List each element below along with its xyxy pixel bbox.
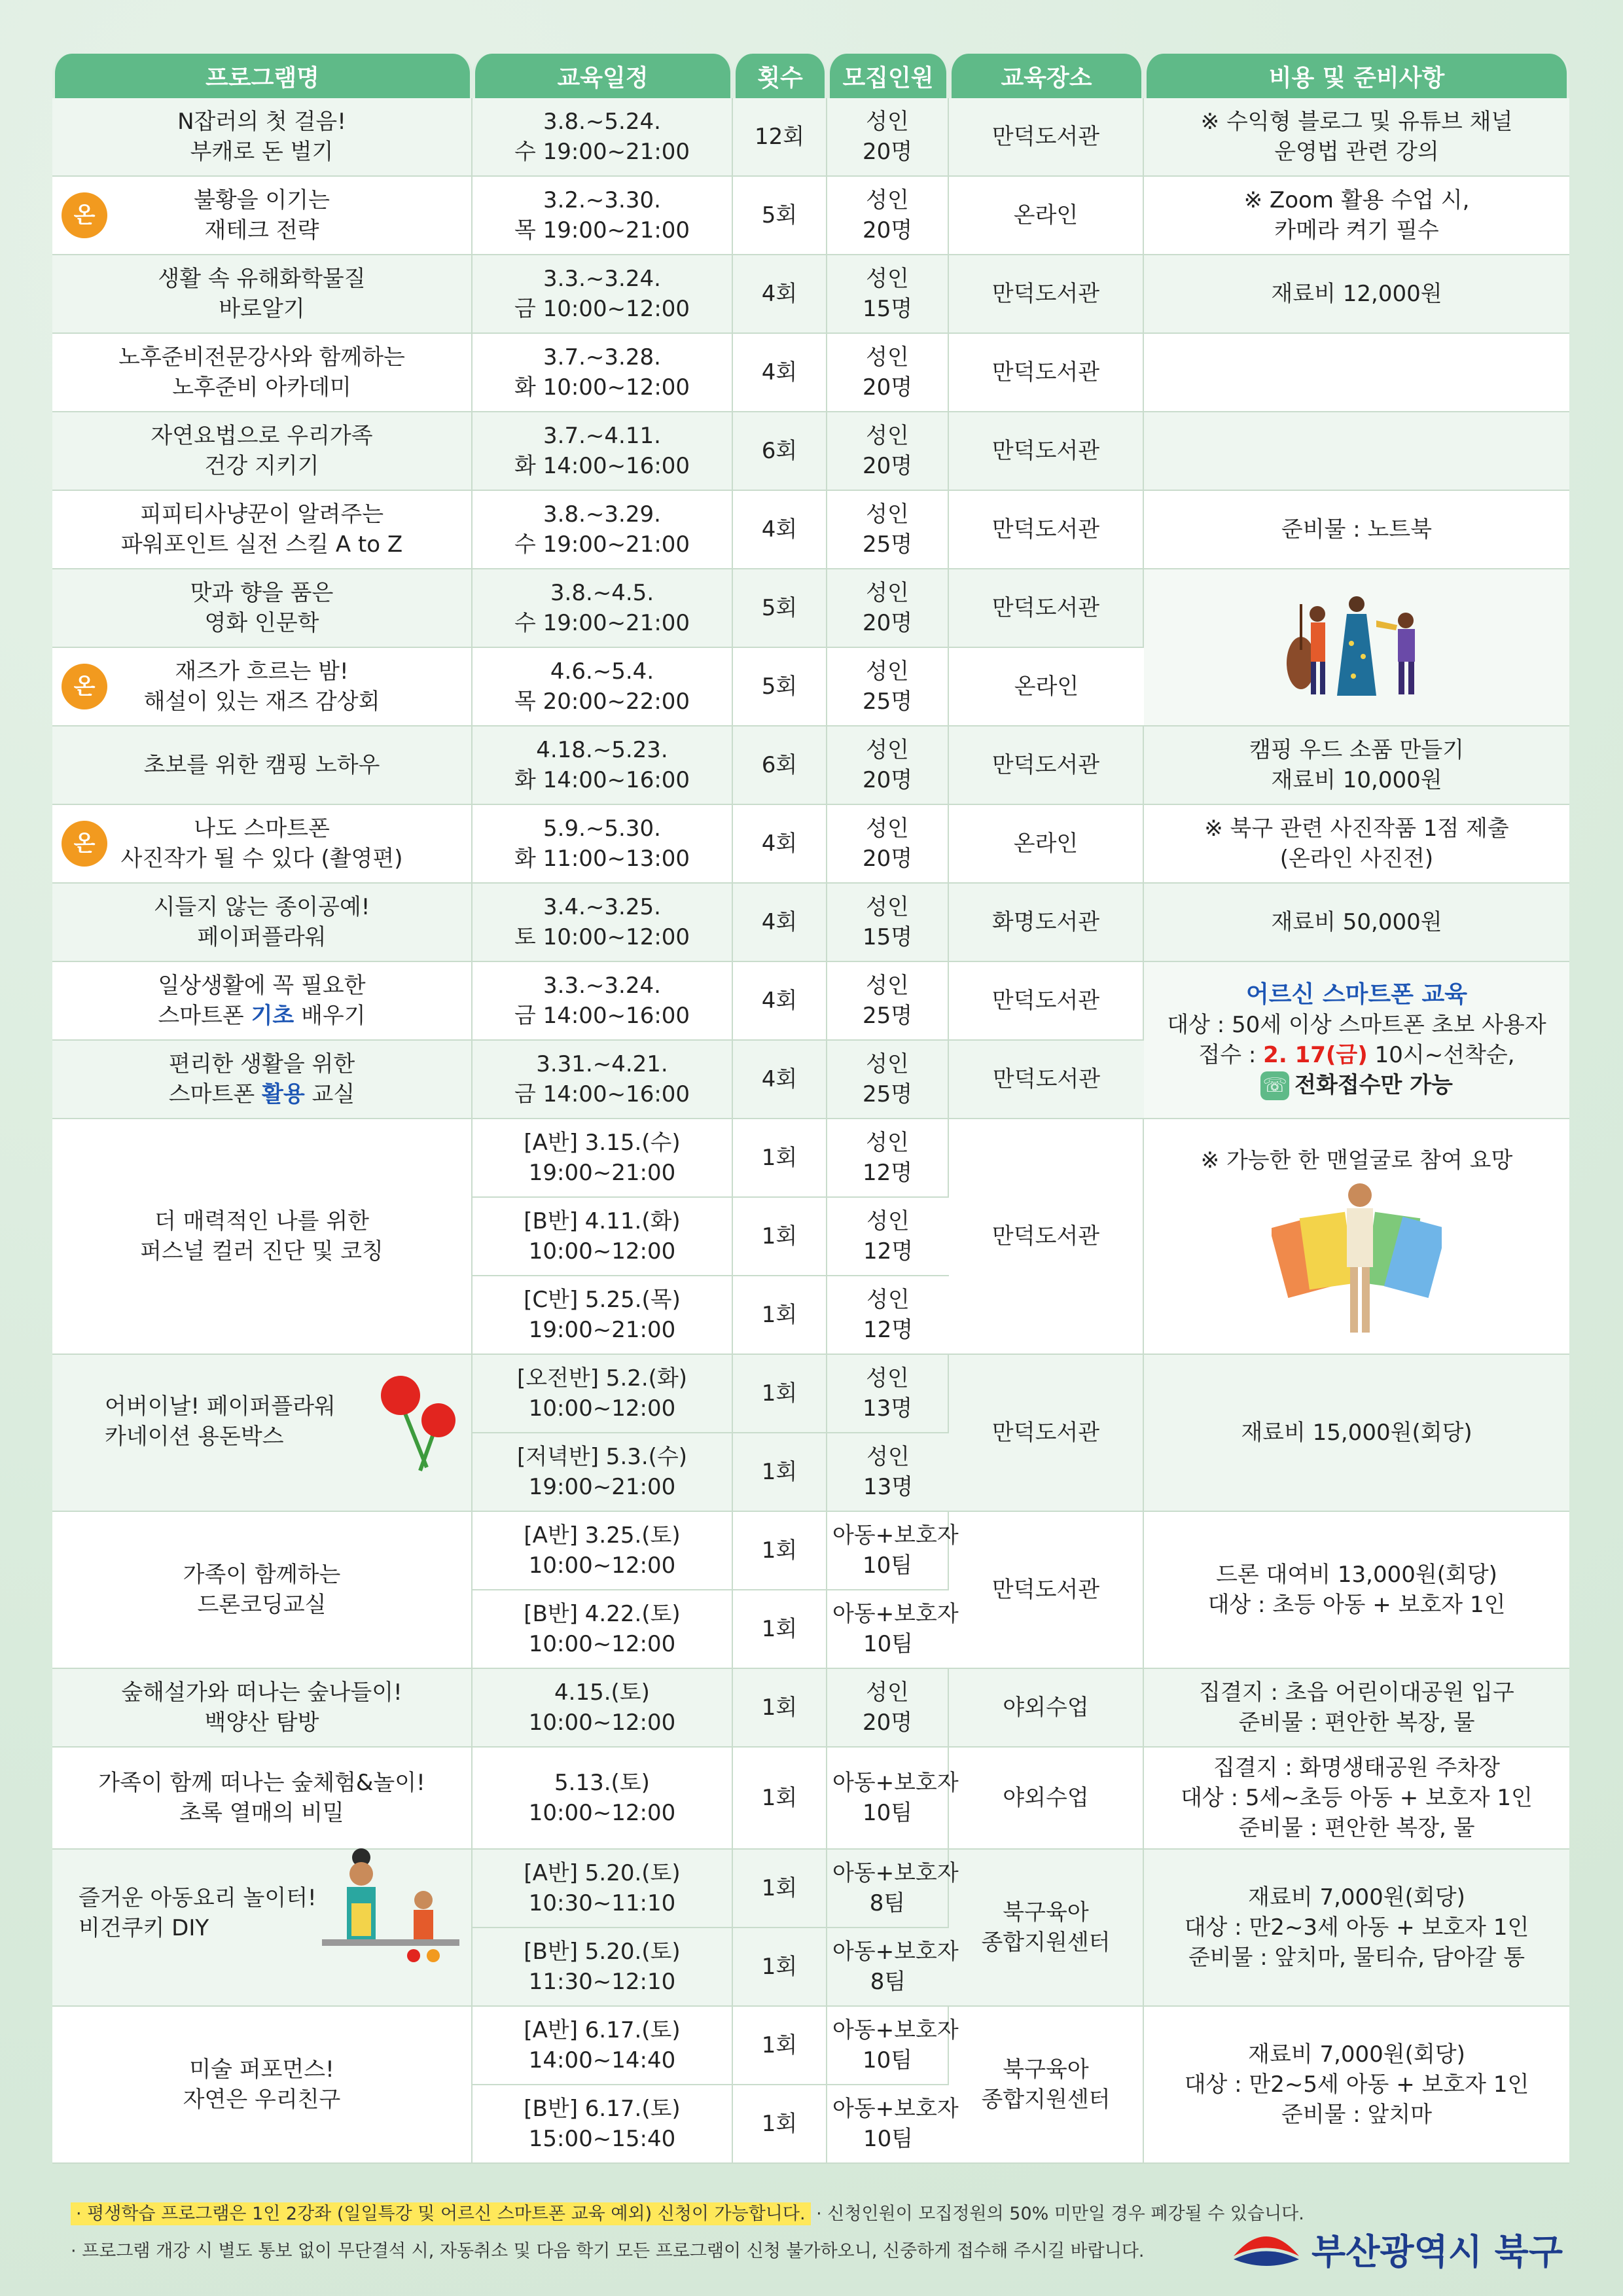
count: 6회	[733, 726, 827, 805]
place: 만덕도서관	[949, 491, 1144, 569]
capacity: 성인 12명	[827, 1198, 949, 1276]
note: 드론 대여비 13,000원(회당) 대상 : 초등 아동 + 보호자 1인	[1144, 1512, 1569, 1669]
place: 만덕도서관	[949, 1119, 1144, 1355]
count: 1회	[733, 1590, 827, 1669]
schedule: 3.8.~3.29. 수 19:00~21:00	[473, 491, 733, 569]
count: 1회	[733, 1850, 827, 1928]
place: 북구육아 종합지원센터	[949, 1850, 1144, 2007]
header-note: 비용 및 준비사항	[1144, 54, 1569, 98]
jazz-illustration-cell	[1144, 569, 1569, 726]
note	[1144, 334, 1569, 412]
capacity: 성인 20명	[827, 726, 949, 805]
schedule: 3.7.~4.11. 화 14:00~16:00	[473, 412, 733, 491]
header-capacity: 모집인원	[827, 54, 949, 98]
count: 4회	[733, 334, 827, 412]
count: 4회	[733, 1041, 827, 1119]
count: 6회	[733, 412, 827, 491]
note: ※ 수익형 블로그 및 유튜브 채널 운영법 관련 강의	[1144, 98, 1569, 177]
count: 5회	[733, 648, 827, 726]
capacity: 성인 15명	[827, 884, 949, 962]
place: 만덕도서관	[949, 1041, 1144, 1119]
capacity: 성인 13명	[827, 1355, 949, 1433]
schedule: 3.4.~3.25. 토 10:00~12:00	[473, 884, 733, 962]
capacity: 아동+보호자 8팀	[827, 1928, 949, 2007]
table-row	[52, 1850, 1569, 1928]
program-name: 편리한 생활을 위한 스마트폰 활용 교실	[52, 1041, 473, 1119]
table-row	[52, 412, 1569, 491]
schedule: 5.9.~5.30. 화 11:00~13:00	[473, 805, 733, 884]
place: 만덕도서관	[949, 98, 1144, 177]
place: 야외수업	[949, 1669, 1144, 1748]
table-row	[52, 884, 1569, 962]
program-name: 온 불황을 이기는 재테크 전략	[52, 177, 473, 255]
count: 1회	[733, 1748, 827, 1850]
program-name: 초보를 위한 캠핑 노하우	[52, 726, 473, 805]
schedule: [A반] 5.20.(토) 10:30~11:10	[473, 1850, 733, 1928]
table-row	[52, 1119, 1569, 1198]
capacity: 성인 20명	[827, 177, 949, 255]
schedule: 4.6.~5.4. 목 20:00~22:00	[473, 648, 733, 726]
count: 1회	[733, 1928, 827, 2007]
capacity: 성인 12명	[827, 1276, 949, 1355]
program-name: N잡러의 첫 걸음! 부캐로 돈 벌기	[52, 98, 473, 177]
schedule: 3.7.~3.28. 화 10:00~12:00	[473, 334, 733, 412]
schedule: [A반] 6.17.(토) 14:00~14:40	[473, 2007, 733, 2085]
table-row	[52, 2007, 1569, 2085]
count: 4회	[733, 491, 827, 569]
count: 1회	[733, 2007, 827, 2085]
table-row	[52, 1512, 1569, 1590]
table-row	[52, 1748, 1569, 1850]
count: 1회	[733, 1119, 827, 1198]
note: ※ 북구 관련 사진작품 1점 제출 (온라인 사진전)	[1144, 805, 1569, 884]
capacity: 성인 20명	[827, 334, 949, 412]
program-name: 노후준비전문강사와 함께하는 노후준비 아카데미	[52, 334, 473, 412]
note: 집결지 : 초읍 어린이대공원 입구 준비물 : 편안한 복장, 물	[1144, 1669, 1569, 1748]
carnation-icon	[374, 1363, 459, 1474]
cooking-illustration-icon	[315, 1841, 466, 1972]
program-name: 가족이 함께 떠나는 숲체험&놀이! 초록 열매의 비밀	[52, 1748, 473, 1850]
online-badge-icon: 온	[62, 821, 107, 867]
schedule: 4.18.~5.23. 화 14:00~16:00	[473, 726, 733, 805]
table-row	[52, 1669, 1569, 1748]
capacity: 성인 15명	[827, 255, 949, 334]
program-name: 즐거운 아동요리 놀이터! 비건쿠키 DIY	[52, 1850, 473, 2007]
schedule: 5.13.(토) 10:00~12:00	[473, 1748, 733, 1850]
capacity: 성인 20명	[827, 569, 949, 648]
count: 1회	[733, 1276, 827, 1355]
table-row	[52, 569, 1569, 648]
schedule: 3.31.~4.21. 금 14:00~16:00	[473, 1041, 733, 1119]
capacity: 성인 25명	[827, 491, 949, 569]
count: 5회	[733, 177, 827, 255]
program-name: 피피티사냥꾼이 알려주는 파워포인트 실전 스킬 A to Z	[52, 491, 473, 569]
note: ※ 가능한 한 맨얼굴로 참여 요망	[1144, 1119, 1569, 1355]
schedule: 3.3.~3.24. 금 10:00~12:00	[473, 255, 733, 334]
capacity: 아동+보호자 8팀	[827, 1850, 949, 1928]
table-row	[52, 805, 1569, 884]
program-name: 일상생활에 꼭 필요한 스마트폰 기초 배우기	[52, 962, 473, 1041]
note: 재료비 50,000원	[1144, 884, 1569, 962]
place: 만덕도서관	[949, 255, 1144, 334]
count: 4회	[733, 255, 827, 334]
footer-line-2: · 프로그램 개강 시 별도 통보 없이 무단결석 시, 자동취소 및 다음 학기 모든 프로그램이 신청 불가하오니, 신중하게 접수해 주시길 바랍니다.	[71, 2241, 1145, 2261]
place: 북구육아 종합지원센터	[949, 2007, 1144, 2164]
schedule: 3.8.~5.24. 수 19:00~21:00	[473, 98, 733, 177]
place: 만덕도서관	[949, 569, 1144, 648]
table-row	[52, 1355, 1569, 1433]
schedule: 3.3.~3.24. 금 14:00~16:00	[473, 962, 733, 1041]
count: 1회	[733, 1669, 827, 1748]
note: 재료비 15,000원(회당)	[1144, 1355, 1569, 1512]
capacity: 성인 12명	[827, 1119, 949, 1198]
place: 만덕도서관	[949, 962, 1144, 1041]
capacity: 성인 20명	[827, 805, 949, 884]
smartphone-note: 어르신 스마트폰 교육 대상 : 50세 이상 스마트폰 초보 사용자 접수 : 2. 17(금) 10시~선착순, ☏ 전화접수만 가능	[1144, 962, 1569, 1119]
header-place: 교육장소	[949, 54, 1144, 98]
program-name: 시들지 않는 종이공예! 페이퍼플라워	[52, 884, 473, 962]
table-row	[52, 491, 1569, 569]
schedule: [C반] 5.25.(목) 19:00~21:00	[473, 1276, 733, 1355]
program-name: 자연요법으로 우리가족 건강 지키기	[52, 412, 473, 491]
capacity: 성인 20명	[827, 1669, 949, 1748]
phone-icon: ☏	[1260, 1071, 1289, 1100]
count: 5회	[733, 569, 827, 648]
program-name: 온 나도 스마트폰 사진작가 될 수 있다 (촬영편)	[52, 805, 473, 884]
program-table	[52, 54, 1569, 2164]
capacity: 아동+보호자 10팀	[827, 1512, 949, 1590]
online-badge-icon: 온	[62, 192, 107, 238]
capacity: 성인 25명	[827, 962, 949, 1041]
capacity: 성인 25명	[827, 648, 949, 726]
count: 4회	[733, 805, 827, 884]
place: 온라인	[949, 648, 1144, 726]
footer-line-1: · 평생학습 프로그램은 1인 2강좌 (일일특강 및 어르신 스마트폰 교육 예외) 신청이 가능합니다. · 신청인원이 모집정원의 50% 미만일 경우 폐강될 수 있습니다.	[71, 2199, 1304, 2225]
place: 만덕도서관	[949, 412, 1144, 491]
capacity: 아동+보호자 10팀	[827, 2007, 949, 2085]
capacity: 성인 25명	[827, 1041, 949, 1119]
note: ※ Zoom 활용 수업 시, 카메라 켜기 필수	[1144, 177, 1569, 255]
note: 재료비 12,000원	[1144, 255, 1569, 334]
note: 재료비 7,000원(회당) 대상 : 만2~3세 아동 + 보호자 1인 준비물 : 앞치마, 물티슈, 담아갈 통	[1144, 1850, 1569, 2007]
header-schedule: 교육일정	[473, 54, 733, 98]
header-program: 프로그램명	[52, 54, 473, 98]
program-name: 미술 퍼포먼스! 자연은 우리친구	[52, 2007, 473, 2164]
place: 야외수업	[949, 1748, 1144, 1850]
table-row	[52, 177, 1569, 255]
place: 만덕도서관	[949, 334, 1144, 412]
place: 화명도서관	[949, 884, 1144, 962]
footer-notes	[71, 2199, 1304, 2262]
online-badge-icon: 온	[62, 664, 107, 709]
schedule: 4.15.(토) 10:00~12:00	[473, 1669, 733, 1748]
program-name: 가족이 함께하는 드론코딩교실	[52, 1512, 473, 1669]
schedule: 3.2.~3.30. 목 19:00~21:00	[473, 177, 733, 255]
capacity: 성인 20명	[827, 98, 949, 177]
program-name: 온 재즈가 흐르는 밤! 해설이 있는 재즈 감상회	[52, 648, 473, 726]
program-name: 더 매력적인 나를 위한 퍼스널 컬러 진단 및 코칭	[52, 1119, 473, 1355]
busan-logo-icon	[1230, 2227, 1302, 2272]
jazz-band-illustration-icon	[1272, 584, 1442, 702]
program-name: 어버이날! 페이퍼플라워 카네이션 용돈박스	[52, 1355, 473, 1512]
schedule: 3.8.~4.5. 수 19:00~21:00	[473, 569, 733, 648]
table-row	[52, 255, 1569, 334]
count: 4회	[733, 962, 827, 1041]
program-name: 생활 속 유해화학물질 바로알기	[52, 255, 473, 334]
table-row	[52, 334, 1569, 412]
note: 캠핑 우드 소품 만들기 재료비 10,000원	[1144, 726, 1569, 805]
place: 온라인	[949, 805, 1144, 884]
header-count: 횟수	[733, 54, 827, 98]
schedule: [A반] 3.15.(수) 19:00~21:00	[473, 1119, 733, 1198]
capacity: 아동+보호자 10팀	[827, 2085, 949, 2164]
program-name: 맛과 향을 품은 영화 인문학	[52, 569, 473, 648]
schedule: [B반] 5.20.(토) 11:30~12:10	[473, 1928, 733, 2007]
schedule: [저녁반] 5.3.(수) 19:00~21:00	[473, 1433, 733, 1512]
table-row	[52, 726, 1569, 805]
capacity: 성인 20명	[827, 412, 949, 491]
place: 만덕도서관	[949, 1512, 1144, 1669]
table-row	[52, 98, 1569, 177]
count: 4회	[733, 884, 827, 962]
count: 1회	[733, 1433, 827, 1512]
note	[1144, 412, 1569, 491]
schedule: [A반] 3.25.(토) 10:00~12:00	[473, 1512, 733, 1590]
place: 온라인	[949, 177, 1144, 255]
table-row	[52, 962, 1569, 1041]
capacity: 성인 13명	[827, 1433, 949, 1512]
schedule: [오전반] 5.2.(화) 10:00~12:00	[473, 1355, 733, 1433]
schedule: [B반] 6.17.(토) 15:00~15:40	[473, 2085, 733, 2164]
note: 준비물 : 노트북	[1144, 491, 1569, 569]
count: 1회	[733, 1198, 827, 1276]
color-swatch-illustration-icon	[1272, 1175, 1442, 1339]
schedule: [B반] 4.22.(토) 10:00~12:00	[473, 1590, 733, 1669]
place: 만덕도서관	[949, 726, 1144, 805]
count: 12회	[733, 98, 827, 177]
place: 만덕도서관	[949, 1355, 1144, 1512]
note: 집결지 : 화명생태공원 주차장 대상 : 5세~초등 아동 + 보호자 1인 준비물 : 편안한 복장, 물	[1144, 1748, 1569, 1850]
capacity: 아동+보호자 10팀	[827, 1590, 949, 1669]
count: 1회	[733, 1512, 827, 1590]
schedule: [B반] 4.11.(화) 10:00~12:00	[473, 1198, 733, 1276]
program-name: 숲해설가와 떠나는 숲나들이! 백양산 탐방	[52, 1669, 473, 1748]
table-header-row	[52, 54, 1569, 98]
note: 재료비 7,000원(회당) 대상 : 만2~5세 아동 + 보호자 1인 준비물 : 앞치마	[1144, 2007, 1569, 2164]
count: 1회	[733, 2085, 827, 2164]
count: 1회	[733, 1355, 827, 1433]
capacity: 아동+보호자 10팀	[827, 1748, 949, 1850]
busan-bukgu-logo: 부산광역시 북구	[1230, 2224, 1563, 2274]
